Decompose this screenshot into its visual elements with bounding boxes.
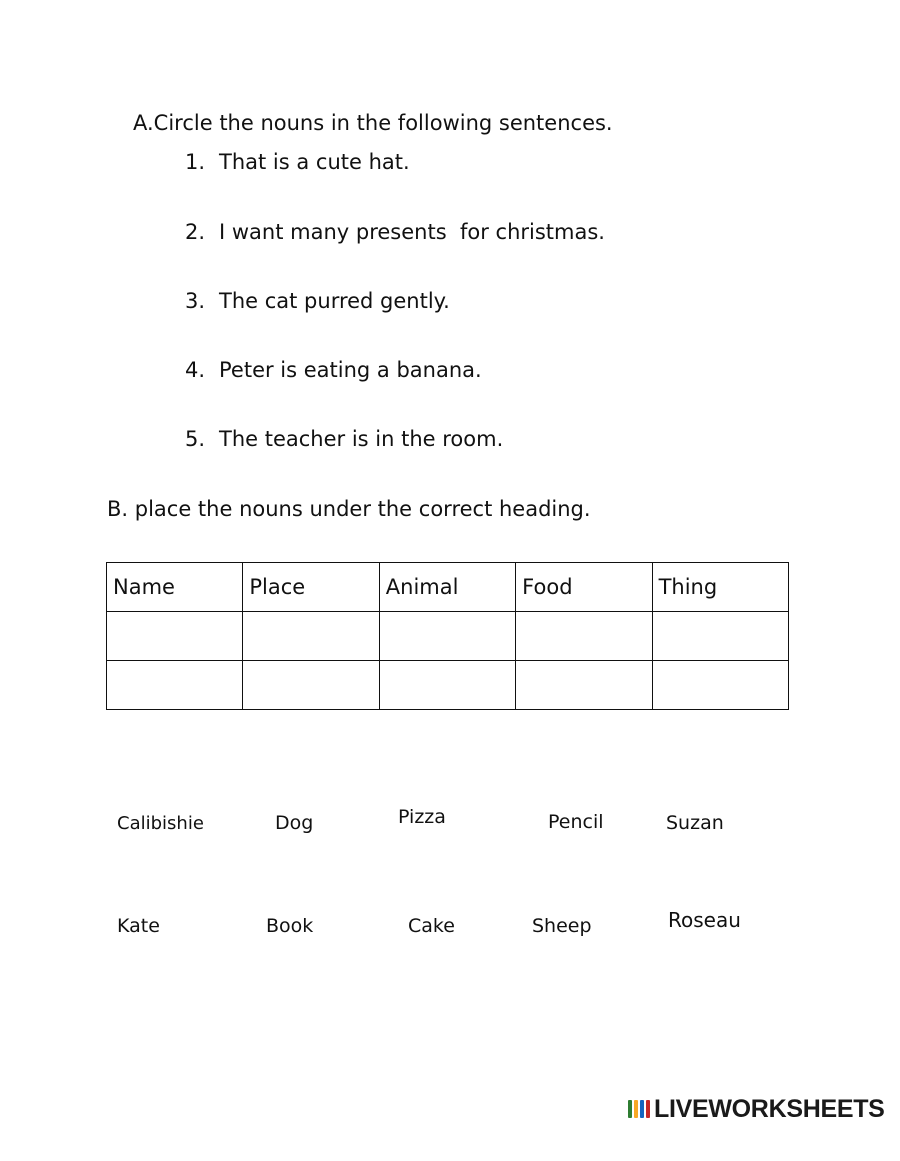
sentence-4 bbox=[185, 358, 482, 382]
liveworksheets-logo[interactable] bbox=[628, 1093, 885, 1125]
word-card[interactable]: Sheep bbox=[532, 915, 592, 937]
sentence-text[interactable]: That is a cute hat. bbox=[219, 150, 410, 174]
sentence-number: 1. bbox=[185, 150, 206, 174]
word-card[interactable]: Suzan bbox=[666, 812, 724, 834]
sentence-1 bbox=[185, 150, 410, 174]
sentence-5 bbox=[185, 427, 503, 451]
word-card[interactable]: Dog bbox=[275, 812, 314, 834]
noun-category-table bbox=[106, 562, 789, 710]
answer-cell[interactable] bbox=[243, 661, 379, 710]
answer-cell[interactable] bbox=[652, 661, 788, 710]
sentence-3 bbox=[185, 289, 450, 313]
answer-cell[interactable] bbox=[379, 661, 515, 710]
section-a-heading: A.Circle the nouns in the following sentences. bbox=[133, 111, 613, 135]
word-card[interactable]: Kate bbox=[117, 915, 160, 937]
word-card[interactable]: Pizza bbox=[398, 806, 446, 828]
sentence-number: 3. bbox=[185, 289, 206, 313]
sentence-text[interactable]: The teacher is in the room. bbox=[219, 427, 504, 451]
header-thing: Thing bbox=[652, 563, 788, 612]
sentence-number: 2. bbox=[185, 220, 206, 244]
answer-cell[interactable] bbox=[107, 661, 243, 710]
table-row bbox=[107, 661, 789, 710]
sentence-text[interactable]: Peter is eating a banana. bbox=[219, 358, 482, 382]
answer-cell[interactable] bbox=[243, 612, 379, 661]
answer-cell[interactable] bbox=[107, 612, 243, 661]
answer-cell[interactable] bbox=[379, 612, 515, 661]
word-card[interactable]: Calibishie bbox=[117, 813, 204, 834]
sentence-text[interactable]: The cat purred gently. bbox=[219, 289, 450, 313]
table-row bbox=[107, 612, 789, 661]
word-card[interactable]: Roseau bbox=[668, 908, 741, 932]
section-b-heading: B. place the nouns under the correct heading. bbox=[107, 497, 591, 521]
sentence-2 bbox=[185, 220, 605, 244]
table-header-row bbox=[107, 563, 789, 612]
header-name: Name bbox=[107, 563, 243, 612]
header-place: Place bbox=[243, 563, 379, 612]
word-card[interactable]: Cake bbox=[408, 915, 455, 937]
header-animal: Animal bbox=[379, 563, 515, 612]
header-food: Food bbox=[516, 563, 652, 612]
answer-cell[interactable] bbox=[516, 661, 652, 710]
word-card[interactable]: Book bbox=[266, 915, 314, 937]
sentence-number: 4. bbox=[185, 358, 206, 382]
answer-cell[interactable] bbox=[516, 612, 652, 661]
answer-cell[interactable] bbox=[652, 612, 788, 661]
sentence-number: 5. bbox=[185, 427, 206, 451]
word-card[interactable]: Pencil bbox=[548, 811, 604, 833]
watermark-text: LIVEWORKSHEETS bbox=[654, 1094, 885, 1123]
sentence-text[interactable]: I want many presents for christmas. bbox=[219, 220, 605, 244]
liveworksheets-icon bbox=[628, 1096, 650, 1122]
